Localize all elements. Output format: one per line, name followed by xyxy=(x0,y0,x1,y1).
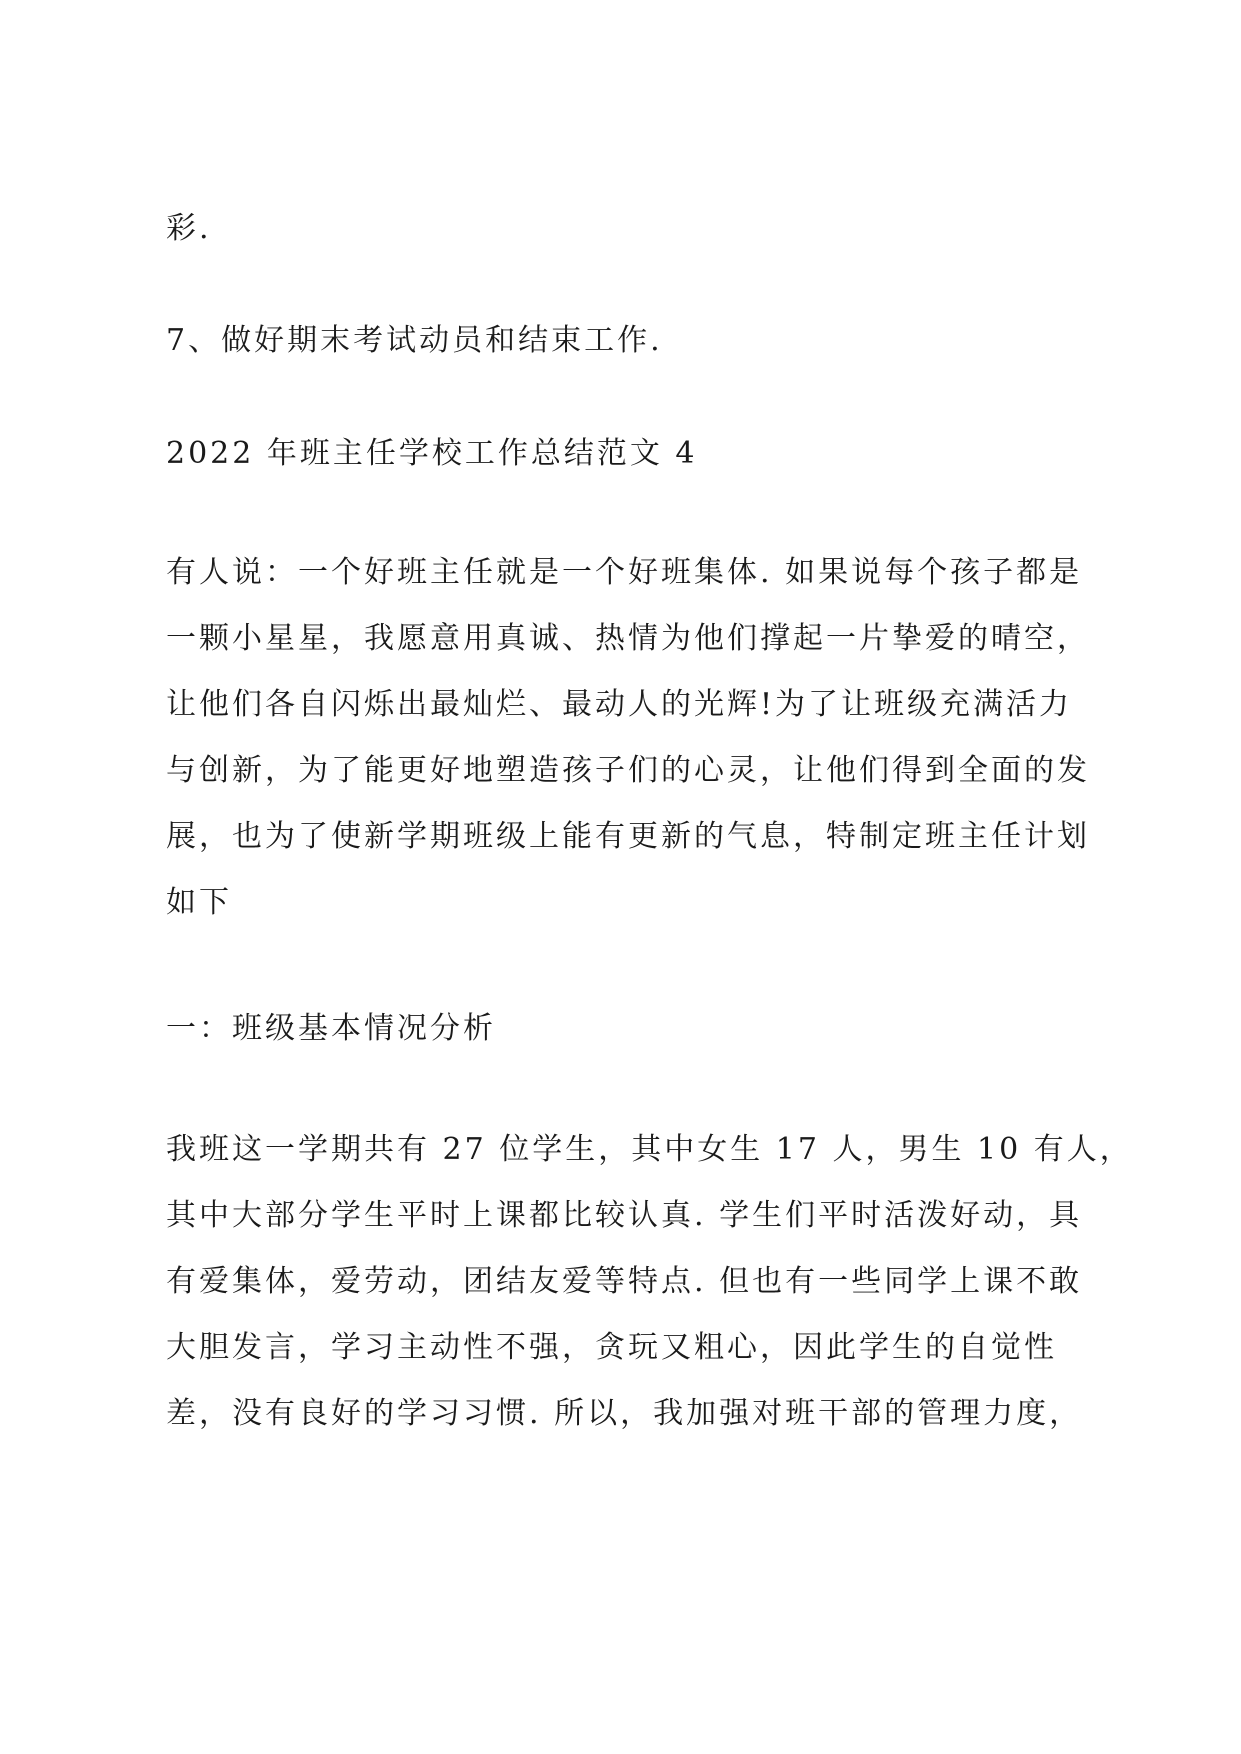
text-line: 其中大部分学生平时上课都比较认真. 学生们平时活泼好动，具 xyxy=(166,1198,1083,1233)
text-line: 2022 年班主任学校工作总结范文 4 xyxy=(166,436,698,471)
text-line: 与创新，为了能更好地塑造孩子们的心灵，让他们得到全面的发 xyxy=(166,753,1090,788)
class-analysis-paragraph xyxy=(166,1117,1133,1447)
text-line: 有人说：一个好班主任就是一个好班集体. 如果说每个孩子都是 xyxy=(166,555,1083,590)
text-line: 让他们各自闪烁出最灿烂、最动人的光辉!为了让班级充满活力 xyxy=(166,687,1073,722)
text-line: 7、做好期末考试动员和结束工作. xyxy=(166,323,663,358)
text-line: 一颗小星星，我愿意用真诚、热情为他们撑起一片挚爱的晴空， xyxy=(166,621,1090,656)
text-line: 差，没有良好的学习习惯. 所以，我加强对班干部的管理力度， xyxy=(166,1396,1083,1431)
section-title xyxy=(166,421,1096,487)
intro-paragraph xyxy=(166,540,1096,936)
paragraph-fragment xyxy=(166,196,1096,262)
subsection-heading xyxy=(166,996,1096,1062)
text-line: 展，也为了使新学期班级上能有更新的气息，特制定班主任计划 xyxy=(166,819,1090,854)
text-line: 如下 xyxy=(166,885,232,920)
text-line: 我班这一学期共有 27 位学生，其中女生 17 人，男生 10 有人， xyxy=(166,1132,1133,1167)
text-line: 彩. xyxy=(166,211,212,246)
list-item-7 xyxy=(166,308,1096,374)
text-line: 大胆发言，学习主动性不强，贪玩又粗心，因此学生的自觉性 xyxy=(166,1330,1057,1365)
text-line: 一：班级基本情况分析 xyxy=(166,1011,496,1046)
text-line: 有爱集体，爱劳动，团结友爱等特点. 但也有一些同学上课不敢 xyxy=(166,1264,1083,1299)
